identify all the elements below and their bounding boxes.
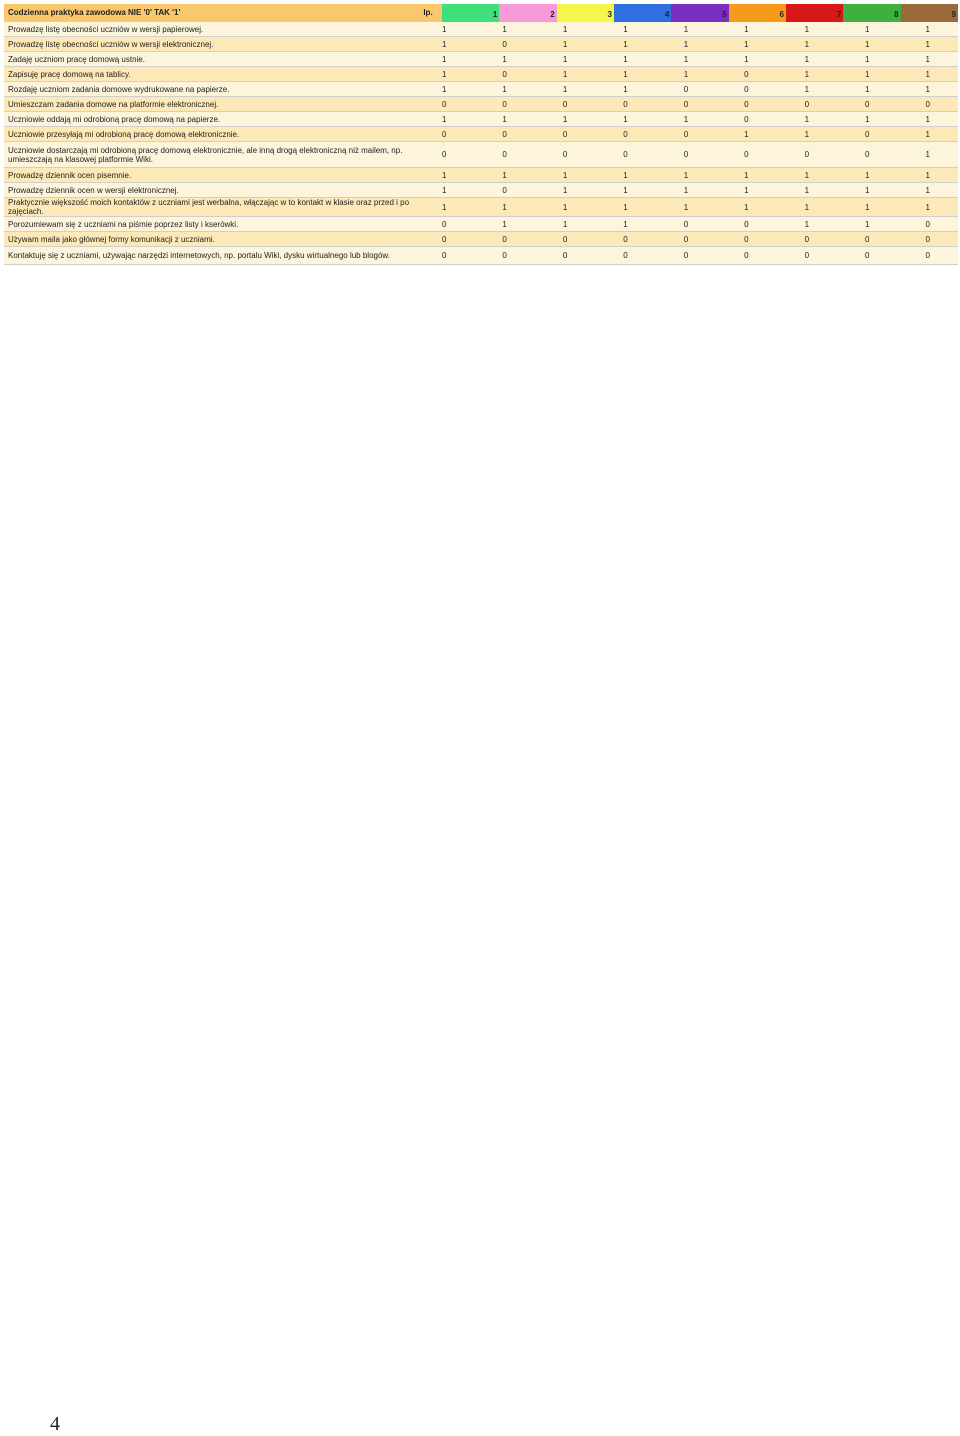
row-value: 0 [925, 251, 930, 260]
row-value: 1 [502, 84, 507, 94]
row-value: 0 [441, 99, 447, 109]
row-value: 1 [441, 185, 447, 195]
table-row [4, 232, 958, 247]
row-value: 1 [441, 84, 447, 94]
row-value: 0 [441, 219, 447, 229]
row-value: 1 [683, 170, 689, 180]
row-value: 1 [744, 170, 749, 180]
row-value: 1 [804, 219, 810, 229]
row-value: 1 [804, 39, 810, 49]
row-value: 1 [925, 24, 930, 34]
row-label: Prowadzę listę obecności uczniów w wersji papierowej. [8, 24, 204, 34]
row-value: 0 [744, 150, 749, 159]
row-value: 1 [804, 69, 810, 79]
row-value: 1 [623, 219, 628, 229]
row-value: 1 [804, 202, 810, 212]
row-value: 1 [441, 114, 447, 124]
row-value: 0 [865, 99, 870, 109]
row-value: 0 [502, 251, 507, 260]
row-value: 0 [562, 99, 568, 109]
row-values [414, 235, 958, 244]
row-value: 1 [744, 185, 749, 195]
row-value: 1 [865, 84, 870, 94]
row-value: 0 [744, 69, 749, 79]
row-value: 1 [441, 24, 447, 34]
row-value: 1 [804, 129, 810, 139]
row-value: 1 [744, 129, 749, 139]
row-value: 1 [441, 39, 447, 49]
row-label: Rozdaję uczniom zadania domowe wydrukowane na papierze. [8, 84, 230, 94]
row-value: 1 [804, 24, 810, 34]
row-values [414, 40, 958, 49]
row-value: 1 [925, 150, 930, 159]
row-value: 1 [865, 185, 870, 195]
row-value: 0 [562, 251, 568, 260]
row-value: 0 [865, 234, 870, 244]
table-row [4, 198, 958, 217]
row-values [414, 171, 958, 180]
row-value: 1 [623, 39, 628, 49]
header-number: 9 [901, 4, 958, 22]
row-value: 0 [623, 234, 628, 244]
row-values [414, 220, 958, 229]
header-lp: lp. [423, 8, 433, 17]
header-title: Codzienna praktyka zawodowa NIE '0' TAK '1' [8, 8, 181, 17]
row-value: 0 [865, 251, 870, 260]
row-value: 1 [865, 24, 870, 34]
row-value: 1 [925, 170, 930, 180]
row-value: 1 [441, 69, 447, 79]
row-value: 0 [683, 150, 689, 159]
row-value: 0 [502, 234, 507, 244]
table-row [4, 247, 958, 265]
section-1-rows [4, 22, 958, 265]
row-value: 0 [744, 114, 749, 124]
row-label: Prowadzę listę obecności uczniów w wersji elektronicznej. [8, 39, 214, 49]
row-value: 1 [623, 84, 628, 94]
row-value: 0 [502, 99, 507, 109]
table-row [4, 142, 958, 168]
table-row [4, 168, 958, 183]
row-value: 1 [683, 114, 689, 124]
row-value: 1 [683, 69, 689, 79]
row-value: 0 [502, 39, 507, 49]
row-value: 1 [502, 202, 507, 212]
row-value: 0 [502, 129, 507, 139]
row-value: 1 [441, 54, 447, 64]
row-value: 1 [502, 54, 507, 64]
table-row [4, 217, 958, 232]
row-value: 0 [441, 150, 447, 159]
row-value: 1 [865, 202, 870, 212]
row-value: 0 [925, 99, 930, 109]
row-value: 0 [683, 129, 689, 139]
row-value: 1 [562, 185, 568, 195]
row-value: 1 [925, 114, 930, 124]
row-value: 0 [865, 150, 870, 159]
header-number: 8 [843, 4, 900, 22]
row-label: Porozumiewam się z uczniami na piśmie poprzez listy i kserówki. [8, 219, 239, 229]
table-row [4, 67, 958, 82]
table-row [4, 112, 958, 127]
row-value: 0 [744, 99, 749, 109]
row-value: 0 [744, 251, 749, 260]
row-value: 1 [804, 114, 810, 124]
row-value: 1 [683, 24, 689, 34]
row-value: 1 [865, 114, 870, 124]
row-label: Umieszczam zadania domowe na platformie elektronicznej. [8, 99, 219, 109]
row-values [414, 251, 958, 260]
row-value: 0 [683, 234, 689, 244]
row-value: 0 [502, 69, 507, 79]
row-value: 0 [562, 234, 568, 244]
table-row [4, 52, 958, 67]
row-value: 1 [623, 69, 628, 79]
row-value: 1 [562, 84, 568, 94]
row-value: 1 [865, 39, 870, 49]
row-value: 1 [683, 202, 689, 212]
header-number: 6 [729, 4, 786, 22]
header-row [4, 4, 958, 22]
row-value: 1 [925, 129, 930, 139]
row-value: 0 [502, 185, 507, 195]
row-value: 1 [623, 170, 628, 180]
row-value: 0 [623, 99, 628, 109]
row-value: 1 [865, 54, 870, 64]
table-row [4, 82, 958, 97]
row-label: Uczniowie dostarczają mi odrobioną pracę domową elektronicznie, ale inną drogą elektroniczną niż mailem, np. umieszczają na klasowej platformie Wiki. [8, 145, 403, 164]
row-label: Zadaję uczniom pracę domową ustnie. [8, 54, 145, 64]
row-value: 1 [804, 84, 810, 94]
row-label: Zapisuję pracę domową na tablicy. [8, 69, 131, 79]
row-value: 0 [925, 219, 930, 229]
row-values [414, 150, 958, 159]
row-value: 1 [562, 69, 568, 79]
spreadsheet [4, 4, 958, 265]
row-value: 1 [562, 170, 568, 180]
row-value: 1 [744, 24, 749, 34]
row-value: 1 [683, 39, 689, 49]
row-value: 0 [804, 99, 810, 109]
header-number: 2 [499, 4, 556, 22]
row-value: 0 [441, 251, 447, 260]
table-row [4, 37, 958, 52]
row-value: 0 [623, 150, 628, 159]
row-label: Prowadzę dziennik ocen w wersji elektronicznej. [8, 185, 179, 195]
header-number: 1 [442, 4, 499, 22]
header-number-cells [442, 4, 958, 22]
row-value: 1 [562, 39, 568, 49]
row-value: 1 [623, 114, 628, 124]
table-row [4, 97, 958, 112]
row-value: 1 [925, 69, 930, 79]
row-value: 0 [744, 219, 749, 229]
row-value: 1 [562, 202, 568, 212]
row-values [414, 130, 958, 139]
row-value: 1 [925, 84, 930, 94]
row-value: 0 [502, 150, 507, 159]
row-value: 0 [562, 129, 568, 139]
row-value: 0 [623, 129, 628, 139]
row-values [414, 70, 958, 79]
page-number: 4 [50, 1413, 60, 1435]
row-value: 1 [562, 114, 568, 124]
row-value: 1 [804, 54, 810, 64]
row-label: Uczniowie przesyłają mi odrobioną pracę domową elektronicznie. [8, 129, 240, 139]
row-value: 0 [925, 234, 930, 244]
header-number: 7 [786, 4, 843, 22]
row-value: 1 [744, 39, 749, 49]
row-value: 1 [441, 170, 447, 180]
row-value: 1 [683, 54, 689, 64]
row-value: 1 [865, 69, 870, 79]
row-value: 1 [804, 185, 810, 195]
row-value: 1 [502, 219, 507, 229]
row-values [414, 203, 958, 212]
row-value: 1 [744, 202, 749, 212]
row-value: 0 [744, 84, 749, 94]
row-value: 0 [441, 129, 447, 139]
table-row [4, 183, 958, 198]
row-value: 0 [744, 234, 749, 244]
row-value: 1 [562, 219, 568, 229]
header-number: 5 [671, 4, 728, 22]
row-value: 1 [744, 54, 749, 64]
header-number: 3 [557, 4, 614, 22]
row-value: 1 [441, 202, 447, 212]
row-value: 1 [865, 170, 870, 180]
row-value: 0 [865, 129, 870, 139]
row-value: 1 [925, 54, 930, 64]
row-value: 1 [623, 202, 628, 212]
row-label: Praktycznie większość moich kontaktów z uczniami jest werbalna, włączając w to kontakt w klasie oraz przed i po zajęciach. [8, 198, 410, 216]
row-value: 1 [562, 54, 568, 64]
row-label: Uczniowie oddają mi odrobioną pracę domową na papierze. [8, 114, 221, 124]
row-value: 0 [804, 251, 810, 260]
row-value: 0 [683, 99, 689, 109]
row-value: 0 [683, 84, 689, 94]
row-value: 1 [623, 185, 628, 195]
row-values [414, 186, 958, 195]
row-value: 1 [804, 170, 810, 180]
header-number: 4 [614, 4, 671, 22]
row-values [414, 115, 958, 124]
row-value: 1 [502, 170, 507, 180]
row-value: 1 [623, 24, 628, 34]
row-value: 0 [562, 150, 568, 159]
row-values [414, 100, 958, 109]
row-value: 1 [562, 24, 568, 34]
row-value: 1 [502, 114, 507, 124]
row-value: 1 [683, 185, 689, 195]
row-value: 0 [441, 234, 447, 244]
row-values [414, 85, 958, 94]
row-values [414, 55, 958, 64]
row-value: 0 [804, 234, 810, 244]
row-value: 0 [683, 219, 689, 229]
row-value: 0 [683, 251, 689, 260]
row-value: 1 [925, 202, 930, 212]
row-values [414, 25, 958, 34]
row-label: Prowadzę dziennik ocen pisemnie. [8, 170, 132, 180]
row-value: 1 [502, 24, 507, 34]
row-value: 1 [623, 54, 628, 64]
table-row [4, 22, 958, 37]
row-value: 0 [804, 150, 810, 159]
row-value: 1 [925, 185, 930, 195]
row-label: Kontaktuję się z uczniami, używając narzędzi internetowych, np. portalu Wiki, dysku wirtualnego lub blogów. [8, 251, 390, 260]
row-value: 0 [623, 251, 628, 260]
row-value: 1 [925, 39, 930, 49]
table-row [4, 127, 958, 142]
row-label: Używam maila jako głównej formy komunikacji z uczniami. [8, 234, 215, 244]
row-value: 1 [865, 219, 870, 229]
